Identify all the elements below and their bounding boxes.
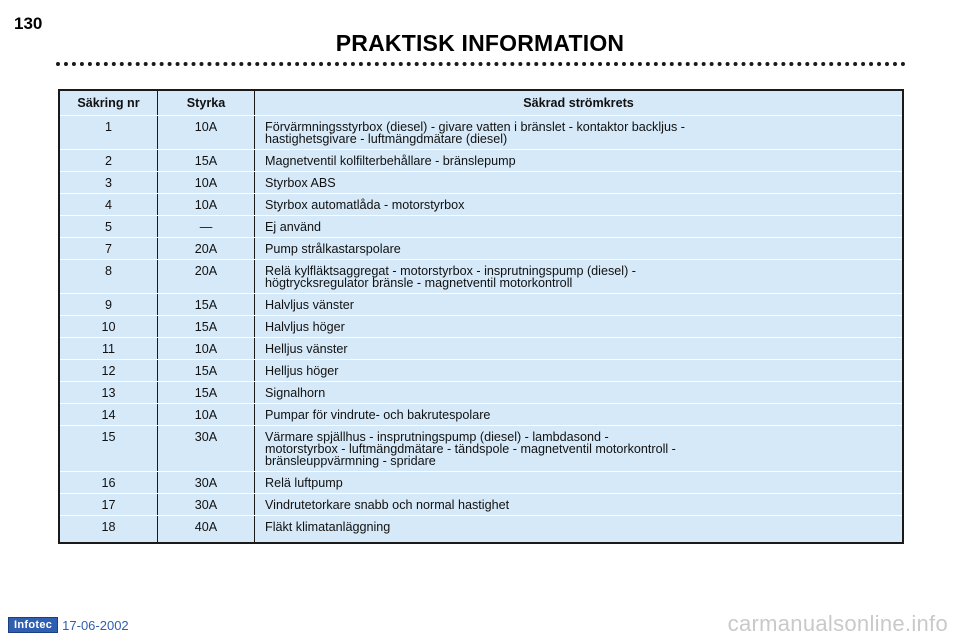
- circuit-cell: [255, 150, 904, 172]
- circuit-line: Helljus vänster: [265, 342, 348, 356]
- fuse-rating-cell: 10A: [158, 172, 255, 194]
- table-row: [59, 172, 903, 194]
- circuit-line: Vindrutetorkare snabb och normal hastighet: [265, 498, 510, 512]
- fuse-rating-cell: 40A: [158, 516, 255, 544]
- circuit-cell: [255, 316, 904, 338]
- page-number: 130: [14, 14, 43, 33]
- table-row: [59, 294, 903, 316]
- circuit-cell: [255, 294, 904, 316]
- table-row: [59, 426, 903, 472]
- circuit-cell: [255, 116, 904, 150]
- fuse-number-cell: 18: [59, 516, 158, 544]
- circuit-line: Värmare spjällhus - insprutningspump (diesel) - lambdasond -: [265, 430, 609, 444]
- fuse-rating-cell: 30A: [158, 472, 255, 494]
- page-title: PRAKTISK INFORMATION: [335, 30, 625, 56]
- circuit-cell: [255, 216, 904, 238]
- table-row: [59, 316, 903, 338]
- fuse-number-cell: 14: [59, 404, 158, 426]
- circuit-cell: [255, 360, 904, 382]
- table-row: [59, 360, 903, 382]
- circuit-line: Pumpar för vindrute- och bakrutespolare: [265, 408, 491, 422]
- footer-date: 17-06-2002: [62, 617, 129, 633]
- circuit-line: Helljus höger: [265, 364, 339, 378]
- table-body: [59, 116, 903, 544]
- fuse-number-cell: 12: [59, 360, 158, 382]
- table-row: [59, 216, 903, 238]
- circuit-line: Pump strålkastarspolare: [265, 242, 401, 256]
- circuit-line: Relä luftpump: [265, 476, 343, 490]
- fuse-rating-cell: 20A: [158, 238, 255, 260]
- circuit-line: motorstyrbox - luftmängdmätare - tändspole - magnetventil motorkontroll -: [265, 442, 676, 456]
- table-row: [59, 150, 903, 172]
- header-circuit: Säkrad strömkrets: [255, 90, 904, 116]
- fuse-number-cell: 10: [59, 316, 158, 338]
- circuit-line: Styrbox automatlåda - motorstyrbox: [265, 198, 465, 212]
- circuit-line: högtrycksregulator bränsle - magnetventil motorkontroll: [265, 276, 573, 290]
- circuit-cell: [255, 494, 904, 516]
- circuit-line: Fläkt klimatanläggning: [265, 520, 391, 534]
- circuit-line: Halvljus vänster: [265, 298, 354, 312]
- circuit-cell: [255, 194, 904, 216]
- fuse-number-cell: 15: [59, 426, 158, 472]
- fuse-number-cell: 8: [59, 260, 158, 294]
- circuit-line: bränsleuppvärmning - spridare: [265, 454, 436, 468]
- fuse-number-cell: 16: [59, 472, 158, 494]
- circuit-line: Relä kylfläktsaggregat - motorstyrbox - insprutningspump (diesel) -: [265, 264, 636, 278]
- footer: [8, 617, 129, 633]
- fuse-rating-cell: 10A: [158, 116, 255, 150]
- circuit-line: Halvljus höger: [265, 320, 345, 334]
- circuit-cell: [255, 404, 904, 426]
- fuse-number-cell: 9: [59, 294, 158, 316]
- circuit-cell: [255, 260, 904, 294]
- fuse-rating-cell: 15A: [158, 294, 255, 316]
- table-row: [59, 116, 903, 150]
- circuit-cell: [255, 338, 904, 360]
- table-row: [59, 404, 903, 426]
- fuse-rating-cell: 15A: [158, 382, 255, 404]
- header-fuse-number: Säkring nr: [59, 90, 158, 116]
- circuit-line: Magnetventil kolfilterbehållare - bränslepump: [265, 154, 516, 168]
- fuse-number-cell: 2: [59, 150, 158, 172]
- fuse-number-cell: 4: [59, 194, 158, 216]
- header-rating: Styrka: [158, 90, 255, 116]
- fuse-number-cell: 13: [59, 382, 158, 404]
- table-row: [59, 382, 903, 404]
- circuit-cell: [255, 382, 904, 404]
- table-row: [59, 494, 903, 516]
- table-row: [59, 338, 903, 360]
- fuse-number-cell: 1: [59, 116, 158, 150]
- circuit-line: Förvärmningsstyrbox (diesel) - givare vatten i bränslet - kontaktor backljus -: [265, 120, 685, 134]
- fuse-rating-cell: 30A: [158, 426, 255, 472]
- fuse-rating-cell: 30A: [158, 494, 255, 516]
- circuit-cell: [255, 172, 904, 194]
- circuit-line: hastighetsgivare - luftmängdmätare (diesel): [265, 132, 508, 146]
- table-row: [59, 260, 903, 294]
- fuse-rating-cell: 15A: [158, 316, 255, 338]
- dotted-rule: [56, 62, 906, 66]
- fuse-number-cell: 11: [59, 338, 158, 360]
- fuse-rating-cell: 10A: [158, 404, 255, 426]
- table-row: [59, 472, 903, 494]
- watermark: carmanualsonline.info: [727, 611, 948, 636]
- fuse-rating-cell: 10A: [158, 338, 255, 360]
- circuit-cell: [255, 238, 904, 260]
- table-row: [59, 194, 903, 216]
- fuse-rating-cell: 15A: [158, 150, 255, 172]
- circuit-line: Signalhorn: [265, 386, 326, 400]
- table-header-row: [59, 90, 903, 116]
- table-row: [59, 238, 903, 260]
- circuit-line: Styrbox ABS: [265, 176, 336, 190]
- fuse-rating-cell: 20A: [158, 260, 255, 294]
- fuse-number-cell: 17: [59, 494, 158, 516]
- fuse-number-cell: 7: [59, 238, 158, 260]
- fuse-rating-cell: —: [158, 216, 255, 238]
- fuse-number-cell: 3: [59, 172, 158, 194]
- fuse-number-cell: 5: [59, 216, 158, 238]
- table-row: [59, 516, 903, 544]
- infotec-logo: Infotec: [8, 617, 58, 633]
- fuse-rating-cell: 10A: [158, 194, 255, 216]
- fuse-rating-cell: 15A: [158, 360, 255, 382]
- circuit-line: Ej använd: [265, 220, 322, 234]
- circuit-cell: [255, 472, 904, 494]
- circuit-cell: [255, 516, 904, 544]
- circuit-cell: [255, 426, 904, 472]
- fuse-table: [58, 89, 904, 544]
